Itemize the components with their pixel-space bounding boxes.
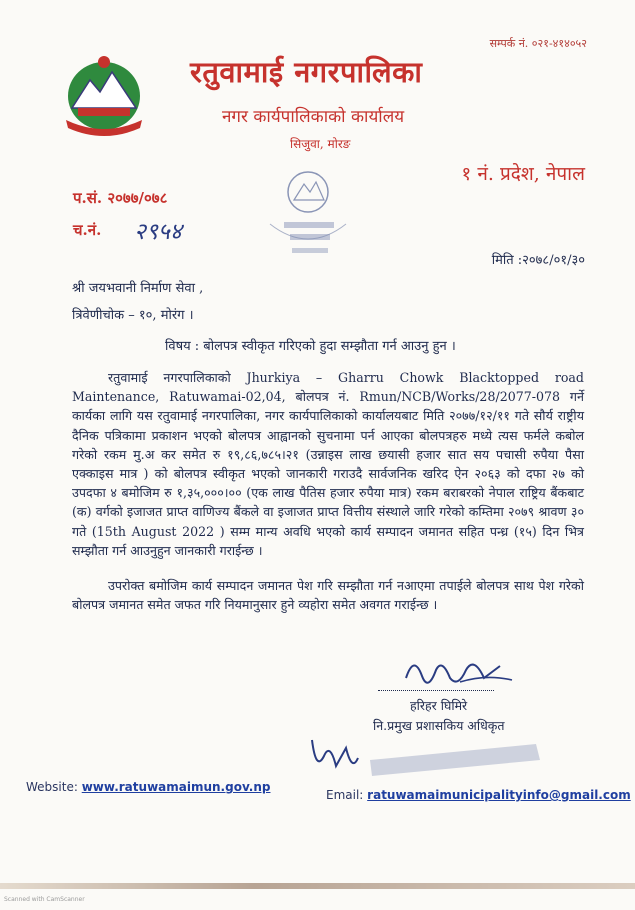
body-paragraph-1: रतुवामाई नगरपालिकाको Jhurkiya – Gharru Chowk Blacktopped road Maintenance, Ratuwamai-02,04, बोलपत्र नं. Rmun/NCB/Works/28/2077-078 गर्ने कार्यका लागि यस रतुवामाई नगरपालिका, नगर कार्यपालिकाको कार्यालयबाट मिति २०७७/१२/११ गते सौर्य राष्ट्रीय दैनिक पत्रिकामा प्रकाशन भएको बोलपत्र आह्वानको सुचनामा पर्न आएका बोलपत्रहरु मध्ये त्यस फर्मले कबोल गरेको रकम मु.अ कर समेत रु १९,८६,७८५।२१ (उन्नाइस लाख छयासी हजार सात सय पचासी रुपैया पैसा एक्काइस मात्र ) को बोलपत्र स्वीकृत भएको जानकारी गराउदै सार्वजनिक खरिद ऐन २०६३ को दफा २७ को उपदफा ४ बमोजिम रु १,३५,०००।०० (एक लाख पैतिस हजार रुपैया मात्र) रकम बराबरको नेपाल राष्ट्रिय बैंकबाट (क) वर्गको इजाजत प्राप्त वाणिज्य बैंकले वा इजाजत प्राप्त वित्तीय संस्थाले जारि गरेको कम्तिमा २०७९ श्रावण ३० गते (15th August 2022 ) सम्म मान्य अवधि भएको कार्य सम्पादन जमानत सहित पन्ध्र (१५) दिन भित्र सम्झौता गर्न आउनुहुन जानकारी गराईन्छ । bbox=[72, 370, 584, 558]
footer-email bbox=[326, 788, 631, 802]
office-stamp-icon bbox=[262, 162, 354, 264]
email-label: Email: bbox=[326, 788, 364, 802]
signatory-title: नि.प्रमुख प्रशासकिय अधिकृत bbox=[373, 718, 505, 733]
recipient-name: श्री जयभवानी निर्माण सेवा , bbox=[72, 281, 204, 296]
municipality-emblem-icon bbox=[56, 52, 152, 140]
page-edge-divider bbox=[0, 883, 635, 889]
office-subtitle: नगर कार्यपालिकाको कार्यालय bbox=[222, 107, 405, 127]
scanner-watermark: Scanned with CamScanner bbox=[4, 896, 85, 903]
contact-number: सम्पर्क नं. ०२१-४१४०५२ bbox=[489, 37, 587, 50]
signatory-name: हरिहर घिमिरे bbox=[410, 698, 468, 713]
office-location: सिजुवा, मोरङ bbox=[290, 137, 351, 151]
municipality-title: रतुवामाई नगरपालिका bbox=[190, 55, 423, 89]
body-paragraph-2: उपरोक्त बमोजिम कार्य सम्पादन जमानत पेश गरि सम्झौता गर्न नआएमा तपाईले बोलपत्र साथ पेश गरेको बोलपत्र जमानत समेत जफत गरि नियमानुसार हुने व्यहोरा समेत अवगत गराईन्छ । bbox=[72, 578, 584, 613]
website-label: Website: bbox=[26, 780, 78, 794]
chalani-label: च.नं. bbox=[73, 221, 102, 239]
patra-sankhya: प.सं. २०७७/०७८ bbox=[73, 189, 168, 207]
chalani-number-handwritten: २९५४ bbox=[134, 219, 182, 245]
signature-line bbox=[378, 690, 494, 691]
signature-stamp-icon bbox=[306, 732, 556, 782]
email-link[interactable]: ratuwamaimunicipalityinfo@gmail.com bbox=[367, 788, 631, 802]
letter-subject: विषय : बोलपत्र स्वीकृत गरिएको हुदा सम्झौता गर्न आउनु हुन । bbox=[165, 339, 456, 354]
letter-body bbox=[72, 368, 584, 614]
letter-date: मिति :२०७८/०१/३० bbox=[491, 253, 585, 268]
province-label: १ नं. प्रदेश, नेपाल bbox=[461, 163, 585, 185]
website-link[interactable]: www.ratuwamaimun.gov.np bbox=[81, 780, 271, 794]
footer-website bbox=[26, 780, 270, 794]
handwritten-signature-icon bbox=[400, 648, 520, 696]
recipient-address: त्रिवेणीचोक – १०, मोरंग । bbox=[72, 308, 194, 323]
